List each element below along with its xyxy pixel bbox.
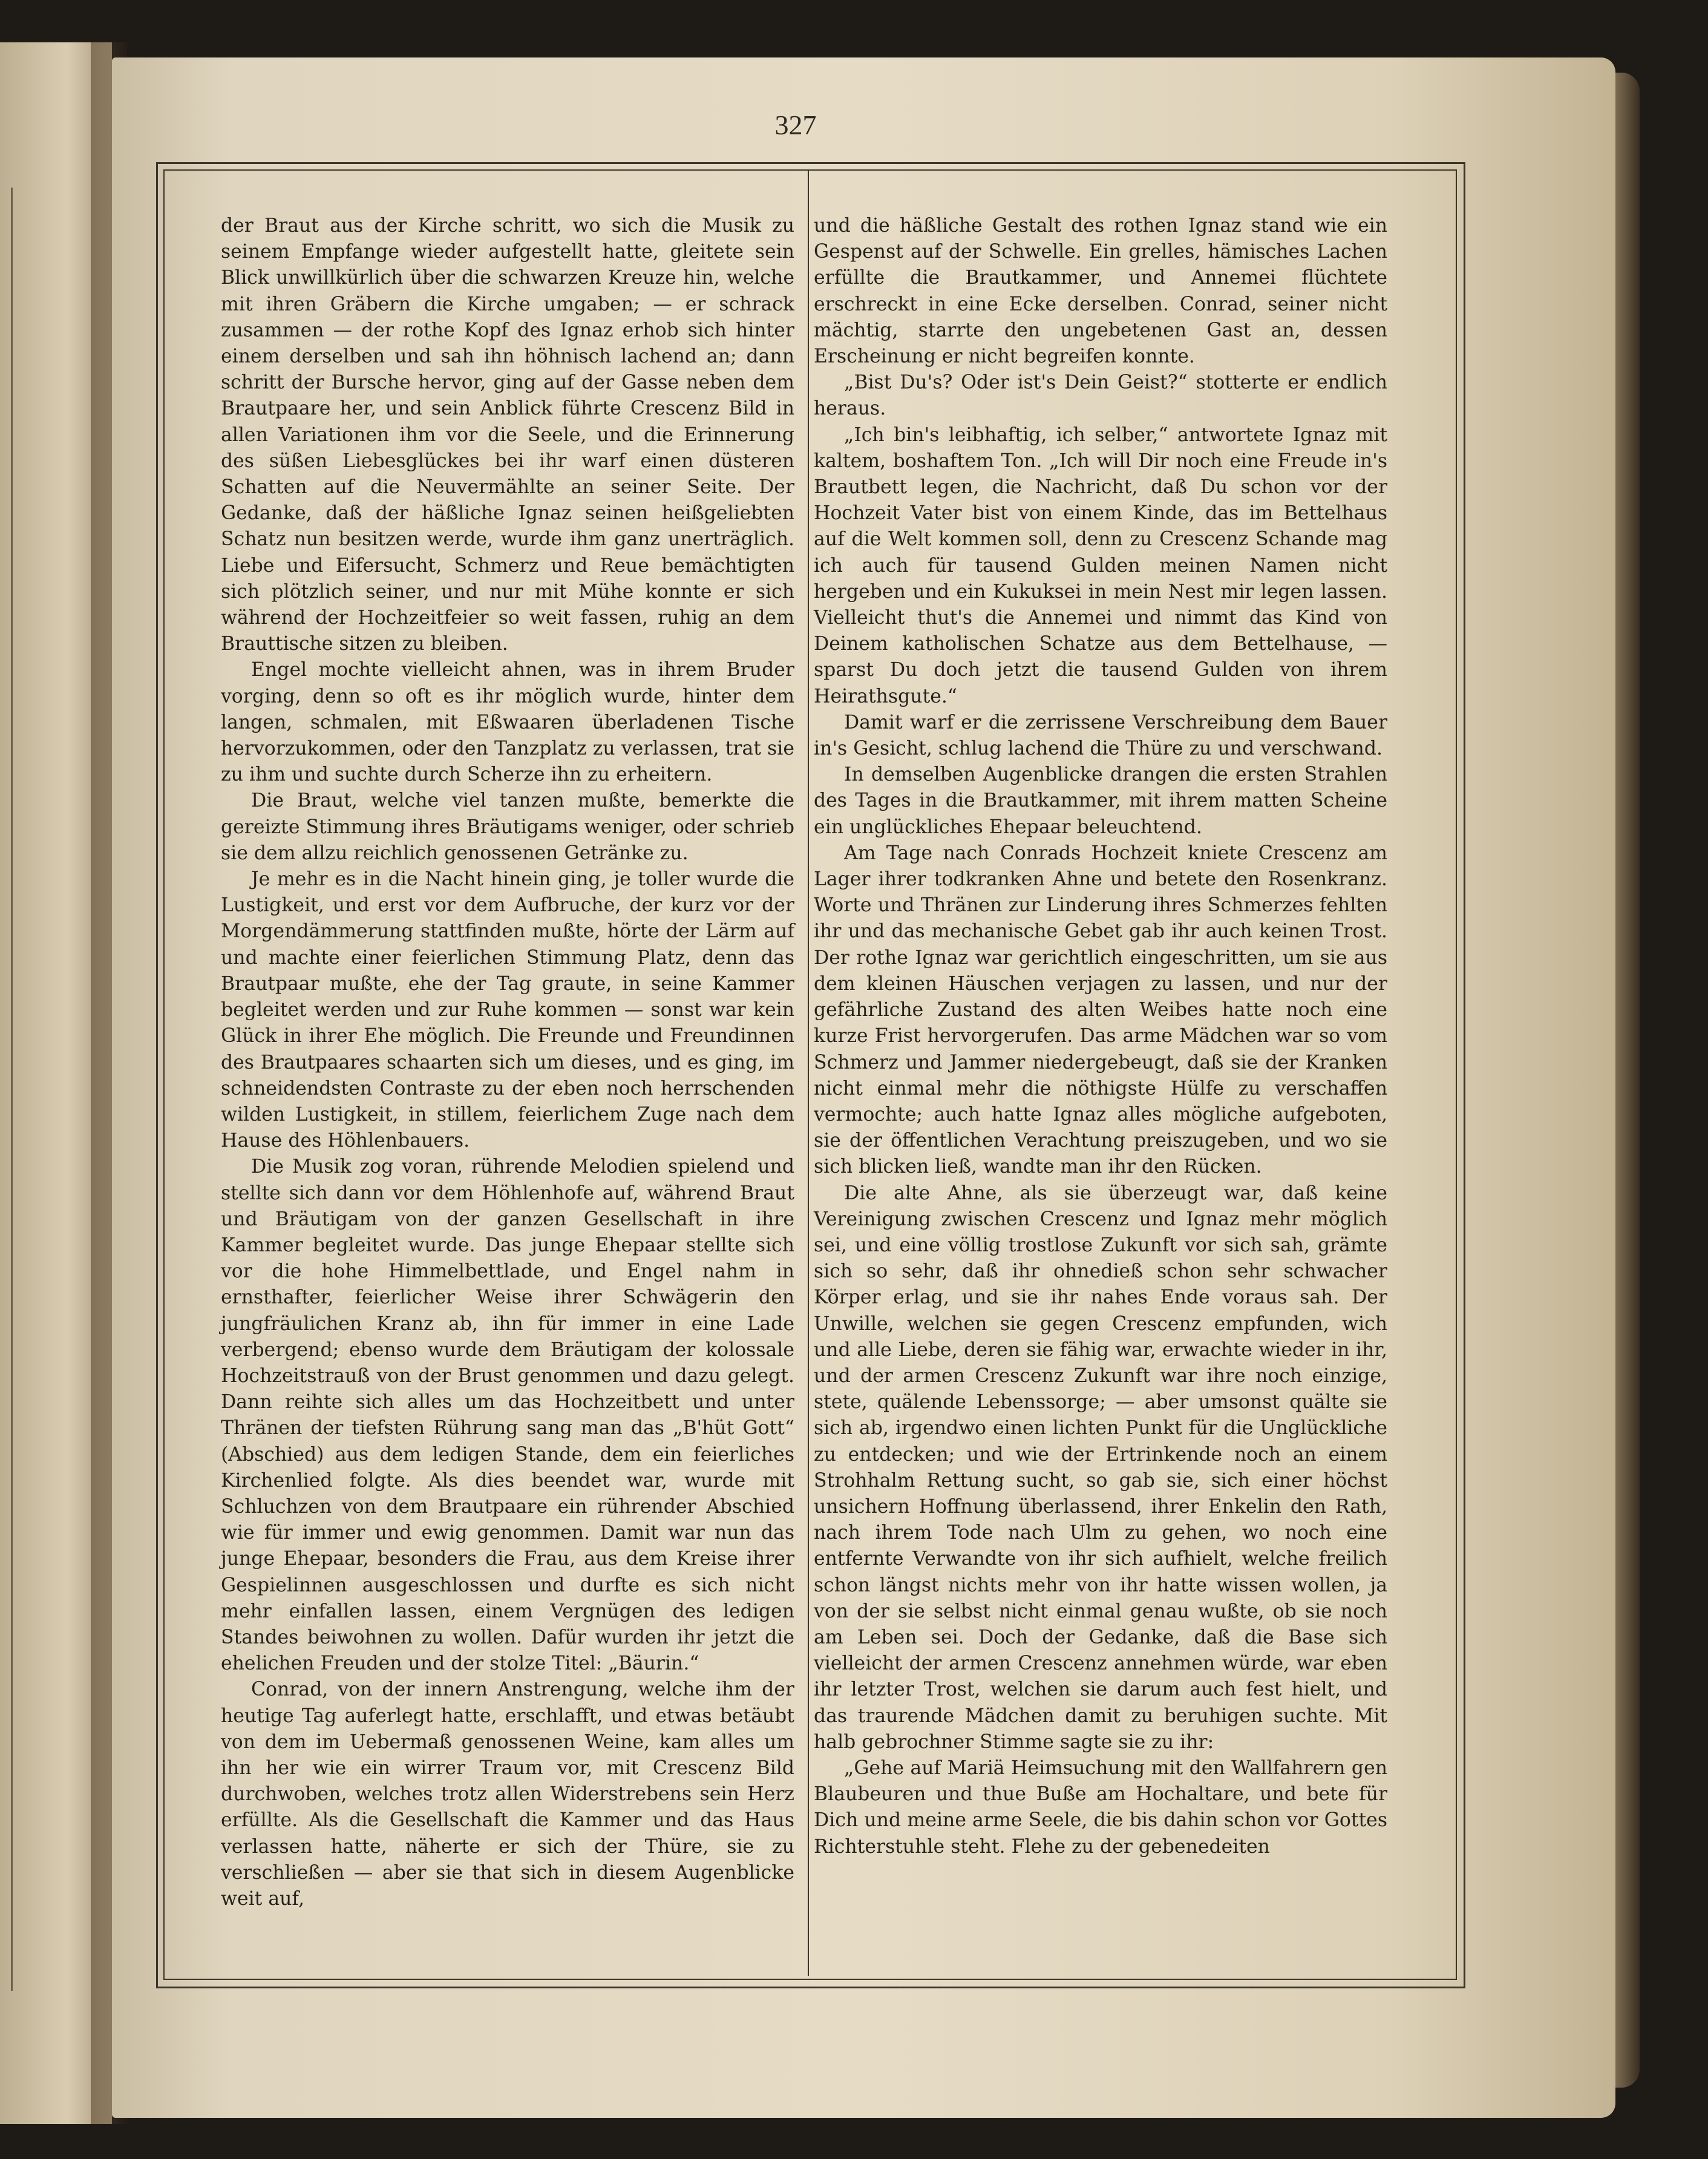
paragraph: der Braut aus der Kirche schritt, wo sich die Musik zu seinem Empfange wieder aufgestellt hatte, gleitete sein Blick unwillkürlich über die schwarzen Kreuze hin, welche mit ihren Gräbern die Kirche umgaben; — er schrack zusammen — der rothe Kopf des Ignaz erhob sich hinter einem derselben und sah ihn höhnisch lachend an; dann schritt der Bursche hervor, ging auf der Gasse neben dem Brautpaare her, und sein Anblick führte Crescenz Bild in allen Variationen ihm vor die Seele, und die Erinnerung des süßen Liebesglückes bei ihr warf einen düsteren Schatten auf die Neuvermählte an seiner Seite. Der Gedanke, daß der häßliche Ignaz seinen heißgeliebten Schatz nun besitzen werde, wurde ihm ganz unerträglich. Liebe und Eifersucht, Schmerz und Reue bemächtigten sich plötzlich seiner, und nur mit Mühe konnte er sich während der Hochzeitfeier so weit fassen, ruhig an dem Brauttische sitzen zu bleiben. bbox=[221, 215, 794, 655]
paragraph: In demselben Augenblicke drangen die ersten Strahlen des Tages in die Brautkammer, mit ihrem matten Scheine ein unglückliches Ehepaar beleuchtend. bbox=[814, 764, 1387, 838]
page-number: 327 bbox=[774, 110, 817, 140]
paragraph: und die häßliche Gestalt des rothen Ignaz stand wie ein Gespenst auf der Schwelle. Ein grelles, hämisches Lachen erfüllte die Brautkammer, und Annemei flüchtete erschreckt in eine Ecke derselben. Conrad, seiner nicht mächtig, starrte den ungebetenen Gast an, dessen Erscheinung er nicht begreifen konnte. bbox=[814, 215, 1387, 368]
paragraph: Damit warf er die zerrissene Verschreibung dem Bauer in's Gesicht, schlug lachend die Thüre zu und verschwand. bbox=[814, 711, 1387, 760]
paragraph: „Ich bin's leibhaftig, ich selber,“ antwortete Ignaz mit kaltem, boshaftem Ton. „Ich will Dir noch eine Freude in's Brautbett legen, die Nachricht, daß Du schon vor der Hochzeit Vater bist von einem Kinde, das im Bettelhaus auf die Welt kommen soll, denn zu Crescenz Schande mag ich auch für tausend Gulden meinen Namen nicht hergeben und ein Kukuksei in mein Nest mir legen lassen. Vielleicht thut's die Annemei und nimmt das Kind von Deinem katholischen Schatze aus dem Bettelhause, — sparst Du doch jetzt die tausend Gulden von ihrem Heirathsgute.“ bbox=[814, 424, 1387, 707]
paragraph: Am Tage nach Conrads Hochzeit kniete Crescenz am Lager ihrer todkranken Ahne und betete den Rosenkranz. Worte und Thränen zur Linderung ihres Schmerzes fehlten ihr und das mechanische Gebet gab ihr auch keinen Trost. Der rothe Ignaz war gerichtlich eingeschritten, um sie aus dem kleinen Häuschen verjagen zu lassen, und nur der gefährliche Zustand des alten Weibes hatte noch eine kurze Frist hervorgerufen. Das arme Mädchen war so vom Schmerz und Jammer niedergebeugt, daß sie der Kranken nicht einmal mehr die nöthigste Hülfe zu verschaffen vermochte; auch hatte Ignaz alles mögliche aufgeboten, sie der öffentlichen Verachtung preiszugeben, und wo sie sich blicken ließ, wandte man ihr den Rücken. bbox=[814, 842, 1387, 1178]
paragraph: Die alte Ahne, als sie überzeugt war, daß keine Vereinigung zwischen Crescenz und Ignaz mehr möglich sei, und eine völlig trostlose Zukunft vor sich sah, grämte sich so sehr, daß ihr ohnedieß schon sehr schwacher Körper erlag, und sie ihr nahes Ende voraus sah. Der Unwille, welchen sie gegen Crescenz empfunden, wich und alle Liebe, deren sie fähig war, erwachte wieder in ihr, und der armen Crescenz Zukunft war ihre noch einzige, stete, quälende Lebenssorge; — aber umsonst quälte sie sich ab, irgendwo einen lichten Punkt für die Unglückliche zu entdecken; und wie der Ertrinkende noch an einem Strohhalm Rettung sucht, so gab sie, sich einer höchst unsichern Hoffnung überlassend, ihrer Enkelin den Rath, nach ihrem Tode nach Ulm zu gehen, wo noch eine entfernte Verwandte von ihr sich aufhielt, welche freilich schon längst nichts mehr von ihr hatte wissen wollen, ja von der sie selbst nicht einmal genau wußte, ob sie noch am Leben sei. Doch der Gedanke, daß die Base sich vielleicht der armen Crescenz annehmen würde, war eben ihr letzter Trost, welchen sie darum auch fest hielt, und das traurende Mädchen damit zu beruhigen suchte. Mit halb gebrochner Stimme sagte sie zu ihr: bbox=[814, 1182, 1387, 1753]
right-column bbox=[814, 213, 1387, 1860]
facing-page-border-rule bbox=[11, 188, 13, 1991]
paragraph: „Gehe auf Mariä Heimsuchung mit den Wallfahrern gen Blaubeuren und thue Buße am Hochaltare, und bete für Dich und meine arme Seele, die bis dahin schon vor Gottes Richterstuhle steht. Flehe zu der gebenedeiten bbox=[814, 1757, 1387, 1858]
paragraph: Engel mochte vielleicht ahnen, was in ihrem Bruder vorging, denn so oft es ihr möglich wurde, hinter dem langen, schmalen, mit Eßwaaren überladenen Tische hervorzukommen, oder den Tanzplatz zu verlassen, trat sie zu ihm und suchte durch Scherze ihn zu erheitern. bbox=[221, 659, 794, 786]
paragraph: Die Braut, welche viel tanzen mußte, bemerkte die gereizte Stimmung ihres Bräutigams weniger, oder schrieb sie dem allzu reichlich genossenen Getränke zu. bbox=[221, 790, 794, 864]
paragraph: Conrad, von der innern Anstrengung, welche ihm der heutige Tag auferlegt hatte, erschlafft, und etwas betäubt von dem im Uebermaß genossenen Weine, kam alles um ihn her wie ein wirrer Traum vor, mit Crescenz Bild durchwoben, welches trotz allen Widerstrebens sein Herz erfüllte. Als die Gesellschaft die Kammer und das Haus verlassen hatte, näherte er sich der Thüre, sie zu verschließen — aber sie that sich in diesem Augenblicke weit auf, bbox=[221, 1679, 794, 1910]
paragraph: Die Musik zog voran, rührende Melodien spielend und stellte sich dann vor dem Höhlenhofe auf, während Braut und Bräutigam von der ganzen Gesellschaft in ihre Kammer begleitet wurde. Das junge Ehepaar stellte sich vor die hohe Himmelbettlade, und Engel nahm in ernsthafter, feierlicher Weise ihrer Schwägerin den jungfräulichen Kranz ab, ihn für immer in eine Lade verbergend; ebenso wurde dem Bräutigam der kolossale Hochzeitstrauß von der Brust genommen und dazu gelegt. Dann reihte sich alles um das Hochzeitbett und unter Thränen der tiefsten Rührung sang man das „B'hüt Gott“ (Abschied) aus dem ledigen Stande, dem ein feierliches Kirchenlied folgte. Als dies beendet war, wurde mit Schluchzen von dem Brautpaare ein rührender Abschied wie für immer und ewig genommen. Damit war nun das junge Ehepaar, besonders die Frau, aus dem Kreise ihrer Gespielinnen ausgeschlossen und durfte es sich nicht mehr einfallen lassen, einem Vergnügen des ledigen Standes beiwohnen zu wollen. Dafür wurden ihr jetzt die ehelichen Freuden und der stolze Titel: „Bäurin.“ bbox=[221, 1156, 794, 1675]
paragraph: Je mehr es in die Nacht hinein ging, je toller wurde die Lustigkeit, und erst vor dem Aufbruche, der kurz vor der Morgendämmerung stattfinden mußte, hörte der Lärm auf und machte einer feierlichen Stimmung Platz, denn das Brautpaar mußte, ehe der Tag graute, in seine Kammer begleitet werden und zur Ruhe kommen — sonst war kein Glück in ihrer Ehe möglich. Die Freunde und Freundinnen des Brautpaares schaarten sich um dieses, und es ging, im schneidendsten Contraste zu der eben noch herrschenden wilden Lustigkeit, in stillem, feierlichem Zuge nach dem Hause des Höhlenbauers. bbox=[221, 868, 794, 1152]
column-divider bbox=[808, 171, 809, 1976]
paragraph: „Bist Du's? Oder ist's Dein Geist?“ stotterte er endlich heraus. bbox=[814, 372, 1387, 420]
left-column bbox=[221, 213, 794, 1912]
